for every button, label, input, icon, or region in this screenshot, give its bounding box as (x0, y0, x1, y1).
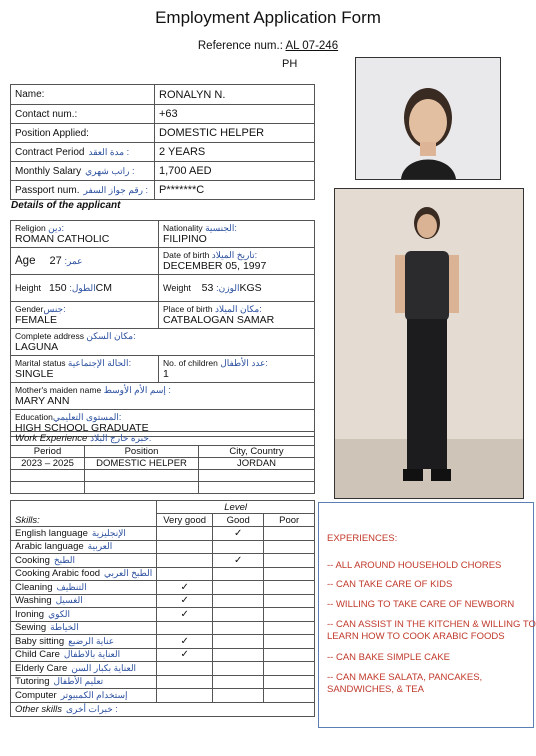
skill-level-cell (264, 635, 315, 649)
top-field-row (11, 85, 315, 105)
reference-label: Reference num.: (197, 40, 283, 52)
skill-level-cell (157, 540, 213, 554)
check-icon: ✓ (180, 635, 189, 647)
skill-level-cell (157, 621, 213, 635)
top-field-value: 2 YEARS (155, 143, 315, 162)
skill-name: Washing الغسيل (11, 594, 157, 608)
education-cell: Educationالمستوى التعليمي: HIGH SCHOOL GRADUATE (11, 410, 315, 437)
skill-level-cell (213, 689, 264, 703)
top-field-row (11, 105, 315, 124)
dob-value: DECEMBER 05, 1997 (163, 260, 267, 272)
skill-level-cell (264, 527, 315, 541)
weight-cell: Weight الوزن: 53KGS (159, 275, 315, 302)
skill-row (11, 675, 315, 689)
skill-row (11, 581, 315, 595)
work-row (11, 482, 315, 494)
skill-level-cell (264, 621, 315, 635)
skill-name: Tutoring تعليم الأطفال (11, 675, 157, 689)
skill-level-cell (264, 540, 315, 554)
experiences-box (318, 502, 534, 728)
skill-level-cell (157, 527, 213, 541)
work-row (11, 458, 315, 470)
skill-level-cell (213, 540, 264, 554)
top-field-row (11, 181, 315, 200)
skill-name: Cooking الطبخ (11, 554, 157, 568)
experience-item: -- CAN BAKE SIMPLE CAKE (327, 652, 451, 663)
skill-name: Sewing الخياطة (11, 621, 157, 635)
top-field-value: RONALYN N. (155, 85, 315, 105)
reference-line (0, 40, 536, 52)
level-column-header: Poor (264, 514, 315, 527)
work-column-header: Position (85, 446, 199, 458)
work-cell (11, 482, 85, 494)
weight-value: 53KGS (201, 282, 262, 294)
skill-level-cell (264, 554, 315, 568)
top-field-row (11, 124, 315, 143)
work-cell (85, 482, 199, 494)
skill-level-cell (213, 675, 264, 689)
skill-row (11, 527, 315, 541)
gender-cell: Genderجنس: FEMALE (11, 302, 159, 329)
skill-level-cell (157, 675, 213, 689)
skill-level-cell (213, 594, 264, 608)
address-value: LAGUNA (15, 341, 59, 353)
skill-level-cell (157, 662, 213, 676)
experience-item: -- CAN TAKE CARE OF KIDS (327, 579, 453, 590)
skill-name: Cooking Arabic food الطبخ العربي (11, 567, 157, 581)
skill-name: Ironing الكوي (11, 608, 157, 622)
top-field-label: Name: (11, 85, 155, 105)
work-cell: 2023 – 2025 (11, 458, 85, 470)
check-icon: ✓ (180, 581, 189, 593)
religion-value: ROMAN CATHOLIC (15, 233, 110, 245)
experience-item: -- CAN ASSIST IN THE KITCHEN & WILLING TO LEARN HOW TO COOK ARABIC FOODS (327, 619, 536, 642)
full-body-photo (334, 188, 524, 499)
skill-level-cell (213, 554, 264, 568)
work-heading: Work Experience خبرة خارج البلاد: (11, 432, 315, 446)
skill-row (11, 662, 315, 676)
level-heading: Level (157, 501, 315, 514)
check-icon: ✓ (180, 649, 189, 661)
skill-row (11, 689, 315, 703)
skill-level-cell (157, 554, 213, 568)
check-icon: ✓ (180, 608, 189, 620)
skill-level-cell (264, 689, 315, 703)
work-experience-table (10, 431, 315, 494)
nationality-value: FILIPINO (163, 233, 207, 245)
skill-level-cell (264, 567, 315, 581)
skill-name: Baby sitting عناية الرضيع (11, 635, 157, 649)
work-column-header: Period (11, 446, 85, 458)
check-icon: ✓ (234, 554, 243, 566)
skill-row (11, 608, 315, 622)
experiences-title: EXPERIENCES: (327, 533, 398, 544)
education-value: HIGH SCHOOL GRADUATE (15, 422, 149, 434)
skill-name: Arabic language العربية (11, 540, 157, 554)
skill-level-cell (157, 648, 213, 662)
skill-level-cell (213, 527, 264, 541)
work-column-header: City, Country (199, 446, 315, 458)
marital-cell: Marital status الحالة الإجتماعية: SINGLE (11, 356, 159, 383)
gender-value: FEMALE (15, 314, 58, 326)
skill-row (11, 540, 315, 554)
skill-level-cell (264, 662, 315, 676)
full-body-image (335, 189, 523, 498)
skill-name: Child Care العناية بالاطفال (11, 648, 157, 662)
skill-level-cell (157, 594, 213, 608)
skill-name: English language الإنجليزية (11, 527, 157, 541)
skill-row (11, 554, 315, 568)
skill-level-cell (264, 648, 315, 662)
portrait-image (356, 58, 500, 179)
top-field-label: Contact num.: (11, 105, 155, 124)
skill-level-cell (157, 608, 213, 622)
height-value: 150CM (49, 282, 112, 294)
skill-level-cell (213, 662, 264, 676)
mother-cell: Mother's maiden name إسم الأم الأوسط : MARY ANN (11, 383, 315, 410)
experience-item: -- ALL AROUND HOUSEHOLD CHORES (327, 560, 502, 571)
top-field-value: +63 (155, 105, 315, 124)
skill-row (11, 635, 315, 649)
level-column-header: Good (213, 514, 264, 527)
skill-level-cell (213, 635, 264, 649)
top-field-label: Position Applied: (11, 124, 155, 143)
details-heading: Details of the applicant (11, 200, 121, 211)
height-cell: Height الطول: 150CM (11, 275, 159, 302)
top-field-label: Contract Period مدة العقد : (11, 143, 155, 162)
skill-name: Cleaning التنظيف (11, 581, 157, 595)
experience-item: -- WILLING TO TAKE CARE OF NEWBORN (327, 599, 515, 610)
skills-heading: Skills: (11, 501, 157, 527)
level-column-header: Very good (157, 514, 213, 527)
skill-level-cell (213, 608, 264, 622)
work-cell: JORDAN (199, 458, 315, 470)
skill-level-cell (213, 648, 264, 662)
pob-cell: Place of birth مكان الميلاد: CATBALOGAN SAMAR (159, 302, 315, 329)
top-fields-table (10, 84, 315, 200)
dob-cell: Date of birth تاريخ الميلاد: DECEMBER 05, 1997 (159, 248, 315, 275)
skill-level-cell (264, 608, 315, 622)
portrait-photo (355, 57, 501, 180)
nationality-cell: Nationality الجنسية: FILIPINO (159, 221, 315, 248)
skill-row (11, 567, 315, 581)
work-cell (11, 470, 85, 482)
top-field-value: P*******C (155, 181, 315, 200)
children-cell: No. of children عدد الأطفال: 1 (159, 356, 315, 383)
top-field-row (11, 162, 315, 181)
age-value: 27 (49, 255, 62, 267)
skill-level-cell (264, 581, 315, 595)
work-cell: DOMESTIC HELPER (85, 458, 199, 470)
top-field-label: Monthly Salary راتب شهري : (11, 162, 155, 181)
work-cell (199, 482, 315, 494)
experience-item: -- CAN MAKE SALATA, PANCAKES, SANDWICHES, & TEA (327, 672, 483, 695)
age-cell: Age عمر: 27 (11, 248, 159, 275)
skill-level-cell (157, 567, 213, 581)
check-icon: ✓ (234, 527, 243, 539)
top-field-row (11, 143, 315, 162)
address-cell: Complete address مكان السكن: LAGUNA (11, 329, 315, 356)
skill-level-cell (264, 675, 315, 689)
skill-row (11, 621, 315, 635)
check-icon: ✓ (180, 595, 189, 607)
pob-value: CATBALOGAN SAMAR (163, 314, 275, 326)
skill-level-cell (264, 594, 315, 608)
skill-level-cell (157, 581, 213, 595)
details-table (10, 220, 315, 437)
mother-value: MARY ANN (15, 395, 70, 407)
skill-level-cell (157, 689, 213, 703)
other-skills-cell: Other skills خبرات أخرى : (11, 702, 315, 716)
skill-level-cell (213, 581, 264, 595)
marital-value: SINGLE (15, 368, 54, 380)
form-title: Employment Application Form (155, 8, 381, 27)
skill-name: Computer إستخدام الكمبيوتر (11, 689, 157, 703)
skill-name: Elderly Care العناية بكبار السن (11, 662, 157, 676)
skill-row (11, 648, 315, 662)
skill-level-cell (157, 635, 213, 649)
work-cell (199, 470, 315, 482)
top-field-label: Passport num. رقم جواز السفر : (11, 181, 155, 200)
skills-table (10, 500, 315, 717)
skill-row (11, 594, 315, 608)
top-field-value: 1,700 AED (155, 162, 315, 181)
skill-level-cell (213, 621, 264, 635)
work-cell (85, 470, 199, 482)
top-field-value: DOMESTIC HELPER (155, 124, 315, 143)
work-row (11, 470, 315, 482)
reference-number: AL 07-246 (285, 40, 339, 52)
country-code: PH (282, 58, 298, 70)
religion-cell: Religion دين: ROMAN CATHOLIC (11, 221, 159, 248)
children-value: 1 (163, 368, 169, 380)
skill-level-cell (213, 567, 264, 581)
